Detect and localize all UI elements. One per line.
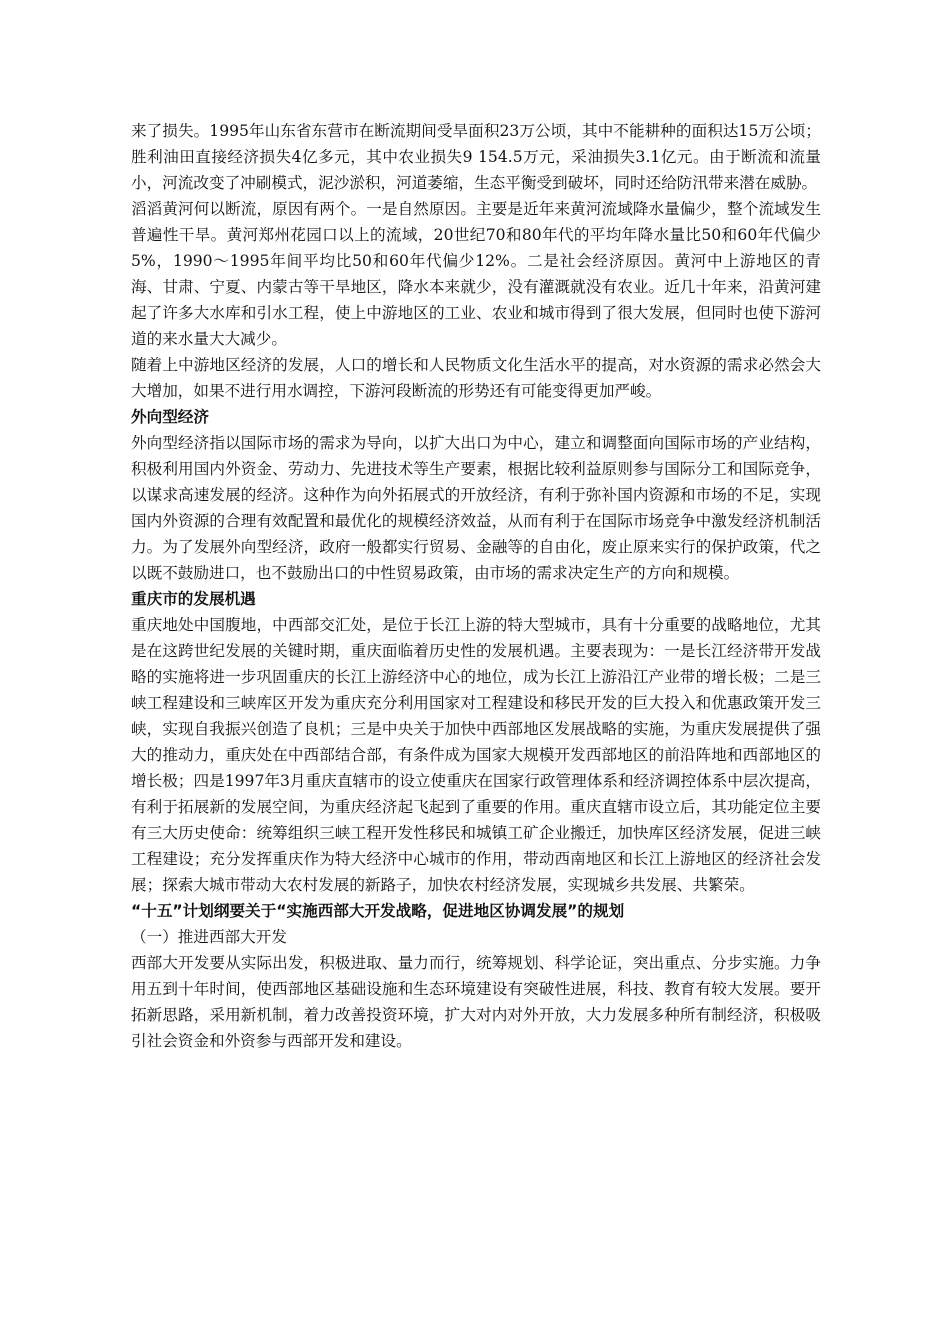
heading-export-oriented-economy: 外向型经济 bbox=[131, 408, 209, 426]
paragraph-export-oriented-economy: 外向型经济指以国际市场的需求为导向，以扩大出口为中心，建立和调整面向国际市场的产业结构，积极利用国内外资金、劳动力、先进技术等生产要素，根据比较利益原则参与国际分工和国际竞争，以谋求高速发展的经济。这种作为向外拓展式的开放经济，有利于弥补国内资源和市场的不足，实现国内外资源的合理有效配置和最优化的规模经济效益，从而有利于在国际市场竞争中激发经济机制活力。为了发展外向型经济，政府一般都实行贸易、金融等的自由化，废止原来实行的保护政策，代之以既不鼓励进口，也不鼓励出口的中性贸易政策，由市场的需求决定生产的方向和规模。 bbox=[131, 434, 821, 582]
subheading-western-development: （一）推进西部大开发 bbox=[131, 928, 287, 946]
heading-chongqing-opportunities: 重庆市的发展机遇 bbox=[131, 590, 256, 608]
paragraph-water-demand: 随着上中游地区经济的发展，人口的增长和人民物质文化生活水平的提高，对水资源的需求必然会大大增加，如果不进行用水调控，下游河段断流的形势还有可能变得更加严峻。 bbox=[131, 356, 821, 400]
document-page bbox=[131, 118, 821, 1054]
paragraph-chongqing-opportunities: 重庆地处中国腹地，中西部交汇处，是位于长江上游的特大型城市，具有十分重要的战略地位，尤其是在这跨世纪发展的关键时期，重庆面临着历史性的发展机遇。主要表现为：一是长江经济带开发战略的实施将进一步巩固重庆的长江上游经济中心的地位，成为长江上游沿江产业带的增长极；二是三峡工程建设和三峡库区开发为重庆充分利用国家对工程建设和移民开发的巨大投入和优惠政策开发三峡，实现自我振兴创造了良机；三是中央关于加快中西部地区发展战略的实施，为重庆发展提供了强大的推动力，重庆处在中西部结合部，有条件成为国家大规模开发西部地区的前沿阵地和西部地区的增长极；四是1997年3月重庆直辖市的设立使重庆在国家行政管理体系和经济调控体系中层次提高，有利于拓展新的发展空间，为重庆经济起飞起到了重要的作用。重庆直辖市设立后，其功能定位主要有三大历史使命：统筹组织三峡工程开发性移民和城镇工矿企业搬迁，加快库区经济发展，促进三峡工程建设；充分发挥重庆作为特大经济中心城市的作用，带动西南地区和长江上游地区的经济社会发展；探索大城市带动大农村发展的新路子，加快农村经济发展，实现城乡共发展、共繁荣。 bbox=[131, 616, 821, 894]
paragraph-western-development: 西部大开发要从实际出发，积极进取、量力而行，统筹规划、科学论证，突出重点、分步实施。力争用五到十年时间，使西部地区基础设施和生态环境建设有突破性进展，科技、教育有较大发展。要开拓新思路，采用新机制，着力改善投资环境，扩大对内对外开放，大力发展多种所有制经济，积极吸引社会资金和外资参与西部开发和建设。 bbox=[131, 954, 821, 1050]
heading-tenth-five-year-plan: “十五”计划纲要关于“实施西部大开发战略，促进地区协调发展”的规划 bbox=[131, 902, 625, 920]
paragraph-cutoff-causes: 滔滔黄河何以断流，原因有两个。一是自然原因。主要是近年来黄河流域降水量偏少，整个流域发生普遍性干旱。黄河郑州花园口以上的流域，20世纪70和80年代的平均年降水量比50和60年代偏少5%，1990～1995年间平均比50和60年代偏少12%。二是社会经济原因。黄河中上游地区的青海、甘肃、宁夏、内蒙古等干旱地区，降水本来就少，没有灌溉就没有农业。近几十年来，沿黄河建起了许多大水库和引水工程，使上中游地区的工业、农业和城市得到了很大发展，但同时也使下游河道的来水量大大减少。 bbox=[131, 200, 821, 348]
paragraph-yellow-river-losses: 来了损失。1995年山东省东营市在断流期间受旱面积23万公顷，其中不能耕种的面积达15万公顷；胜利油田直接经济损失4亿多元，其中农业损失9 154.5万元，采油损失3.1亿元。由于断流和流量小，河流改变了冲刷模式，泥沙淤积，河道萎缩，生态平衡受到破坏，同时还给防汛带来潜在威胁。 bbox=[131, 122, 821, 192]
